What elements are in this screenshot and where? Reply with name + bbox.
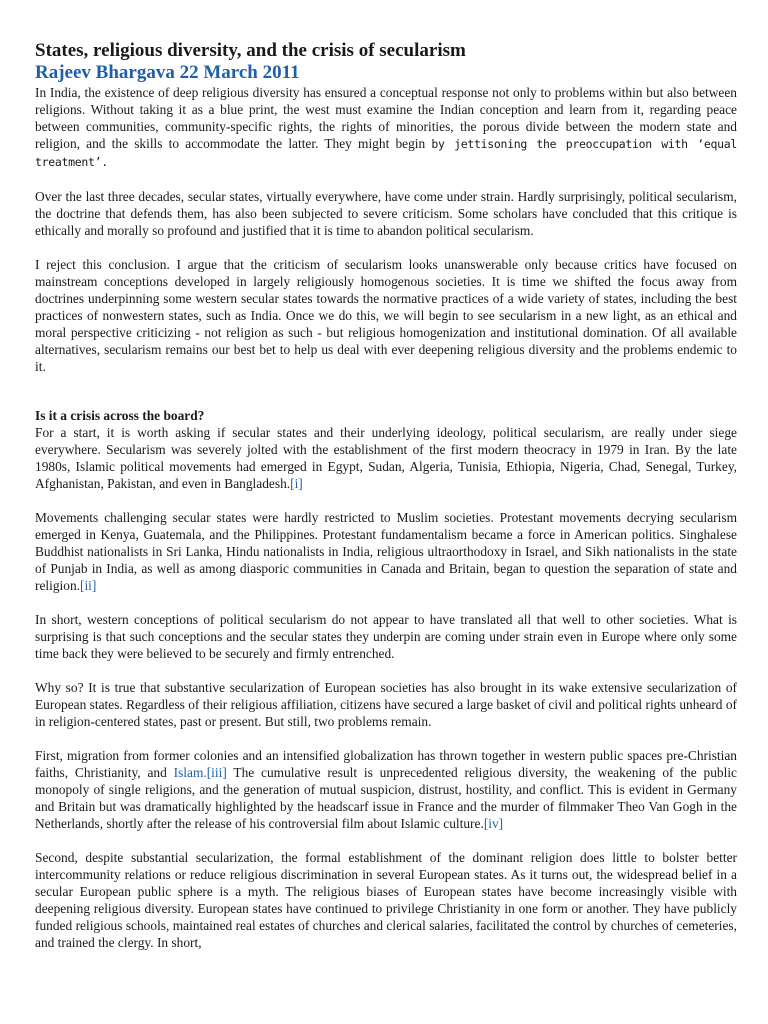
section-paragraph-3: In short, western conceptions of political secularism do not appear to have translated all that well to other societies. What is surprising is that such conceptions and the secular states they underpin are coming under strain even in Europe where only some time back they were believed to be securely and firmly entrenched. <box>35 612 737 661</box>
paragraph-3: I reject this conclusion. I argue that the criticism of secularism looks unanswerable only because critics have focused on mainstream conceptions developed in largely religiously homogenous societies. It is time we shifted the focus away from doctrines underpinning some western secular states towards the normative practices of a wide variety of states, including the best practices of nonwestern states, such as India. Once we do this, we will begin to see secularism in a new light, as an ethical and moral perspective criticizing - not religion as such - but religious homogenization and institutional domination. Of all available alternatives, secularism remains our best bet to help us deal with ever deepening religious diversity and the problems endemic to it. <box>35 257 737 374</box>
section-paragraph-2-text: Movements challenging secular states were hardly restricted to Muslim societies. Protestant movements decrying secularism emerged in Kenya, Guatemala, and the Philippines. Protestant fundamentalism became a force in American politics. Singhalese Buddhist nationalists in Sri Lanka, Hindu nationalists in India, religious ultraorthodoxy in Israel, and Sikh nationalists in the state of Punjab in India, as well as among diasporic communities in Canada and Britain, began to question the separation of state and religion. <box>35 510 737 593</box>
article <box>35 40 737 968</box>
islam-link[interactable]: Islam. <box>173 765 207 780</box>
footnote-link-i[interactable]: [i] <box>290 476 303 491</box>
author-name[interactable]: Rajeev Bhargava <box>35 62 175 83</box>
intro-paragraph <box>35 84 737 171</box>
section-paragraph-2 <box>35 509 737 594</box>
publish-date: 22 March 2011 <box>179 62 300 83</box>
footnote-link-iii[interactable]: [iii] <box>206 765 227 780</box>
intro-tail: by jettisoning the preoccupation with ‘equal treatment’. <box>35 137 737 169</box>
section-paragraph-5 <box>35 747 737 832</box>
byline <box>35 62 737 84</box>
footnote-link-ii[interactable]: [ii] <box>80 578 97 593</box>
section-paragraph-4: Why so? It is true that substantive secularization of European societies has also brought in its wake extensive secularization of European states. Regardless of their religious affiliation, citizens have secured a large basket of civil and political rights unheard of in religion-centered states, past or present. But still, two problems remain. <box>35 680 737 729</box>
section-paragraph-5-text-a: First, migration from former colonies and an intensified globalization has thrown together in western public spaces pre-Christian faiths, Christianity, and <box>35 748 737 780</box>
section-heading: Is it a crisis across the board? <box>35 408 205 423</box>
section-paragraph-1-text: For a start, it is worth asking if secular states and their underlying ideology, political secularism, are really under siege everywhere. Secularism was severely jolted with the establishment of the first modern theocracy in 1979 in Iran. By the late 1980s, Islamic political movements had emerged in Egypt, Sudan, Algeria, Tunisia, Ethiopia, Nigeria, Chad, Senegal, Turkey, Afghanistan, Pakistan, and even in Bangladesh. <box>35 425 737 491</box>
section-paragraph-1 <box>35 424 737 492</box>
footnote-link-iv[interactable]: [iv] <box>483 816 504 831</box>
paragraph-2: Over the last three decades, secular states, virtually everywhere, have come under strain. Hardly surprisingly, political secularism, the doctrine that defends them, has also been subjected to severe criticism. Some scholars have concluded that this critique is ethically and morally so profound and justified that it is time to abandon political secularism. <box>35 189 737 238</box>
intro-text: In India, the existence of deep religious diversity has ensured a conceptual response not only to problems within but also between religions. Without taking it as a blue print, the west must examine the Indian conception and learn from it, regarding peace between communities, community-specific rights, the rights of minorities, the porous divide between the modern state and religion, and the skills to accommodate the latter. They might begin <box>35 85 737 151</box>
section-paragraph-5-text-b: The cumulative result is unprecedented religious diversity, the weakening of the public monopoly of single religions, and the generation of mutual suspicion, distrust, hostility, and conflict. This is evident in Germany and Britain but was dramatically highlighted by the headscarf issue in France and the murder of filmmaker Theo Van Gogh in the Netherlands, shortly after the release of his controversial film about Islamic culture. <box>35 765 737 831</box>
section-paragraph-6: Second, despite substantial secularization, the formal establishment of the dominant religion does little to bolster better intercommunity relations or reduce religious discrimination in several European states. As it turns out, the widespread belief in a secular European public sphere is a myth. The religious biases of European states have become increasingly visible with deepening religious diversity. European states have continued to privilege Christianity in one form or another. They have publicly funded religious schools, maintained real estates of churches and clerical salaries, facilitated the control by churches of cemeteries, and trained the clergy. In short, <box>35 850 737 950</box>
article-title: States, religious diversity, and the crisis of secularism <box>35 40 466 61</box>
